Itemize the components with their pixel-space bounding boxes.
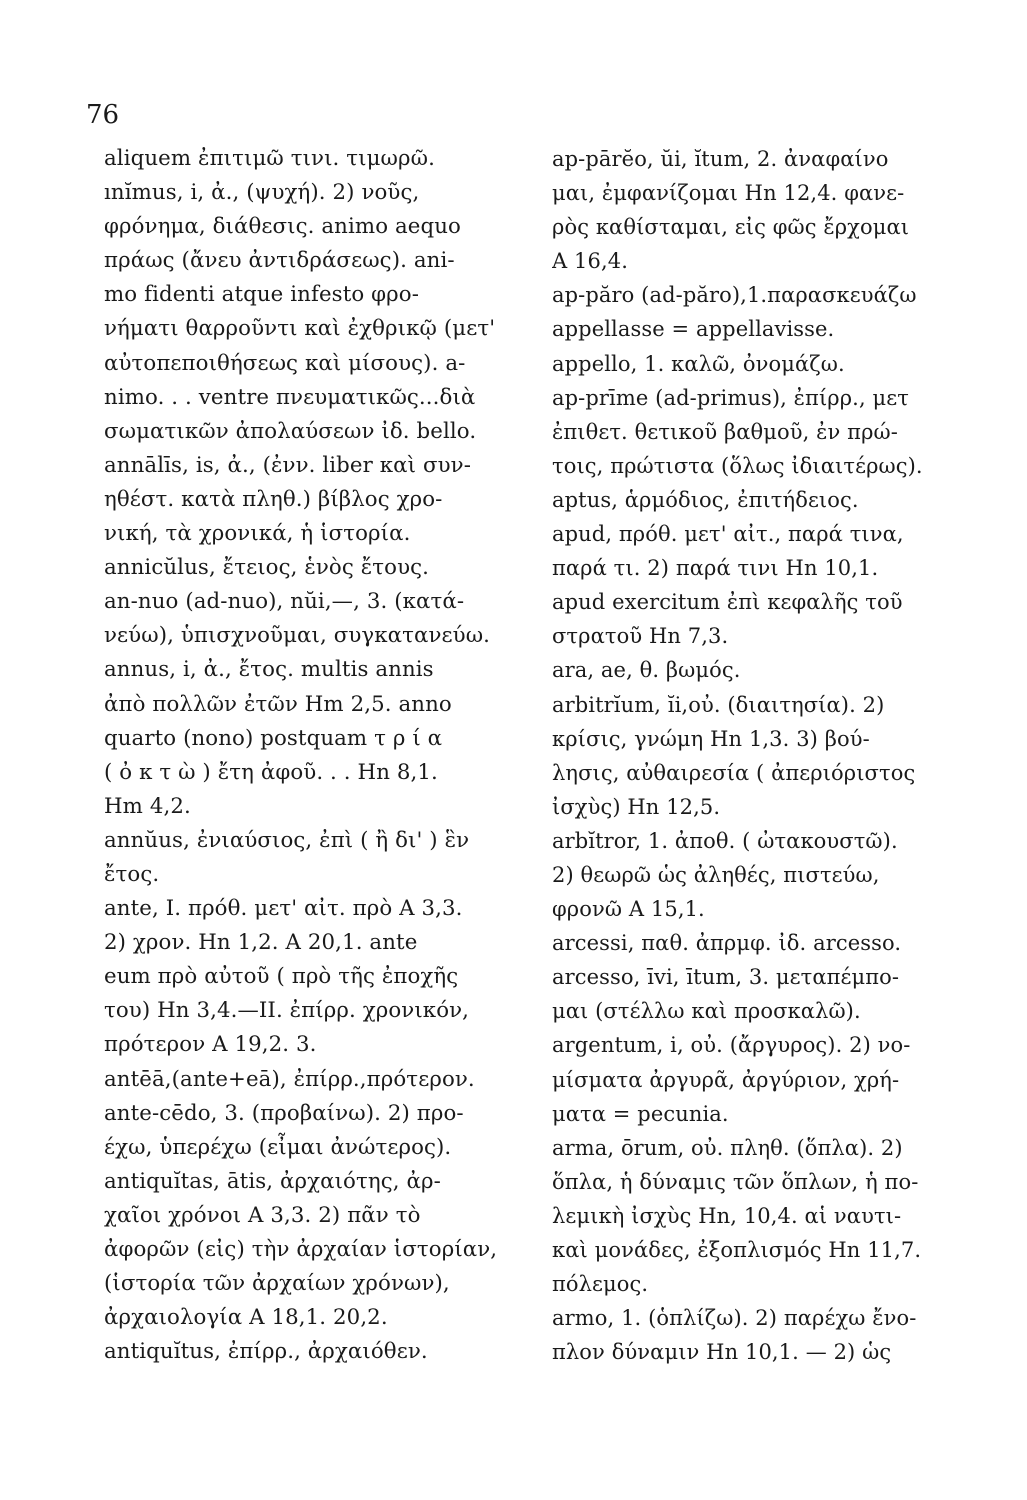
- dictionary-line: ante-cēdo, 3. (προβαίνω). 2) προ-: [104, 1100, 464, 1126]
- dictionary-line: 2) θεωρῶ ὡς ἀληθές, πιστεύω,: [552, 862, 880, 887]
- dictionary-line: λησις, αὐθαιρεσία ( ἀπεριόριστος: [552, 760, 916, 785]
- dictionary-line: ματα = pecunia.: [552, 1101, 729, 1126]
- dictionary-line: nimo. . . ventre πνευματικῶς...διὰ: [104, 384, 476, 410]
- dictionary-line: aptus, ἁρμόδιος, ἐπιτήδειος.: [552, 487, 859, 512]
- dictionary-line: antiquĭtus, ἐπίρρ., ἀρχαιόθεν.: [104, 1339, 428, 1365]
- dictionary-line: annālīs, is, ἀ., (ἐνν. liber καὶ συν-: [104, 452, 472, 478]
- dictionary-line: apud exercitum ἐπὶ κεφαλῆς τοῦ: [552, 590, 903, 615]
- dictionary-line: ap-păro (ad-păro),1.παρασκευάζω: [552, 283, 917, 308]
- dictionary-line: μίσματα ἀργυρᾶ, ἀργύριον, χρή-: [552, 1067, 900, 1092]
- dictionary-line: ante, I. πρόθ. μετ' αἰτ. πρὸ A 3,3.: [104, 896, 463, 922]
- dictionary-line: νική, τὰ χρονικά, ἡ ἱστορία.: [104, 521, 411, 547]
- dictionary-line: annicŭlus, ἔτειος, ἑνὸς ἔτους.: [104, 555, 430, 581]
- dictionary-line: arbĭtror, 1. ἀποθ. ( ὠτακουστῶ).: [552, 828, 898, 853]
- dictionary-line: ἐπιθετ. θετικοῦ βαθμοῦ, ἐν πρώ-: [552, 419, 898, 444]
- dictionary-line: πόλεμος.: [552, 1272, 649, 1297]
- right-column: [552, 142, 1002, 1369]
- dictionary-line: ἰσχὺς) Hn 12,5.: [552, 794, 721, 819]
- dictionary-line: παρά τι. 2) παρά τινι Hn 10,1.: [552, 556, 879, 581]
- dictionary-line: argentum, i, οὐ. (ἄργυρος). 2) νο-: [552, 1033, 911, 1058]
- dictionary-line: annus, i, ἀ., ἔτος. multis annis: [104, 657, 434, 683]
- dictionary-line: ρὸς καθίσταμαι, εἰς φῶς ἔρχομαι: [552, 215, 910, 240]
- dictionary-line: apud, πρόθ. μετ' αἰτ., παρά τινα,: [552, 522, 904, 547]
- dictionary-line: ὅπλα, ἡ δύναμις τῶν ὅπλων, ἡ πο-: [552, 1169, 919, 1194]
- dictionary-line: antiquĭtas, ātis, ἀρχαιότης, ἀρ-: [104, 1168, 441, 1194]
- dictionary-line: ( ὀ κ τ ὼ ) ἔτη ἀφοῦ. . . Hn 8,1.: [104, 759, 438, 785]
- dictionary-line: φρόνημα, διάθεσις. animo aequo: [104, 214, 461, 240]
- dictionary-line: arcesso, īvi, ītum, 3. μεταπέμπο-: [552, 965, 900, 990]
- dictionary-line: ınĭmus, i, ἀ., (ψυχή). 2) νοῦς,: [104, 180, 420, 206]
- dictionary-line: ap-prīme (ad-primus), ἐπίρρ., μετ: [552, 385, 909, 410]
- dictionary-line: στρατοῦ Hn 7,3.: [552, 624, 729, 649]
- dictionary-line: λεμικὴ ἰσχὺς Hn, 10,4. αἱ ναυτι-: [552, 1203, 902, 1228]
- dictionary-line: armo, 1. (ὁπλίζω). 2) παρέχω ἔνο-: [552, 1306, 917, 1331]
- dictionary-line: arma, ōrum, οὐ. πληθ. (ὅπλα). 2): [552, 1135, 903, 1160]
- dictionary-line: A 16,4.: [552, 249, 628, 274]
- dictionary-line: ηθέστ. κατὰ πληθ.) βίβλος χρο-: [104, 486, 443, 512]
- dictionary-line: έχω, ὑπερέχω (εἶμαι ἀνώτερος).: [104, 1134, 452, 1160]
- dictionary-line: an-nuo (ad-nuo), nŭi,—, 3. (κατά-: [104, 589, 465, 615]
- dictionary-line: σωματικῶν ἀπολαύσεων ἰδ. bello.: [104, 418, 477, 444]
- page-number: 76: [86, 100, 120, 130]
- dictionary-line: 2) χρον. Hn 1,2. A 20,1. ante: [104, 930, 418, 956]
- left-column: [104, 142, 536, 1369]
- dictionary-line: eum πρὸ αὐτοῦ ( πρὸ τῆς ἐποχῆς: [104, 964, 459, 990]
- dictionary-line: ἀπὸ πολλῶν ἐτῶν Hm 2,5. anno: [104, 691, 452, 717]
- dictionary-line: quarto (nono) postquam τ ρ ί α: [104, 725, 443, 751]
- dictionary-line: (ἱστορία τῶν ἀρχαίων χρόνων),: [104, 1271, 450, 1297]
- dictionary-line: νεύω), ὑπισχνοῦμαι, συγκατανεύω.: [104, 623, 491, 649]
- dictionary-line: αὐτοπεποιθήσεως καὶ μίσους). a-: [104, 350, 466, 376]
- dictionary-line: μαι (στέλλω καὶ προσκαλῶ).: [552, 999, 861, 1024]
- dictionary-line: νήματι θαρροῦντι καὶ ἐχθρικῷ (μετ': [104, 316, 496, 342]
- dictionary-line: πλον δύναμιν Hn 10,1. — 2) ὡς: [552, 1340, 892, 1365]
- dictionary-line: annŭus, ἐνιαύσιος, ἐπὶ ( ἢ δι' ) ἓν: [104, 827, 470, 853]
- dictionary-line: arcessi, παθ. ἀπρμφ. ἰδ. arcesso.: [552, 931, 902, 956]
- dictionary-line: χαῖοι χρόνοι A 3,3. 2) πᾶν τὸ: [104, 1202, 421, 1228]
- dictionary-line: Hm 4,2.: [104, 793, 191, 819]
- dictionary-line: του) Hn 3,4.—II. ἐπίρρ. χρονικόν,: [104, 998, 470, 1024]
- dictionary-line: antēā,(ante+eā), ἐπίρρ.,πρότερον.: [104, 1066, 475, 1092]
- dictionary-line: ἀρχαιολογία A 18,1. 20,2.: [104, 1305, 388, 1331]
- dictionary-line: πράως (ἄνευ ἀντιδράσεως). ani-: [104, 248, 455, 274]
- dictionary-line: ἀφορῶν (εἰς) τὴν ἀρχαίαν ἱστορίαν,: [104, 1237, 498, 1262]
- dictionary-line: τοις, πρώτιστα (ὅλως ἰδιαιτέρως).: [552, 453, 923, 478]
- dictionary-line: πρότερον A 19,2. 3.: [104, 1032, 317, 1058]
- dictionary-line: φρονῶ A 15,1.: [552, 897, 705, 922]
- dictionary-line: κρίσις, γνώμη Hn 1,3. 3) βού-: [552, 726, 870, 751]
- dictionary-line: aliquem ἐπιτιμῶ τινι. τιμωρῶ.: [104, 146, 435, 171]
- dictionary-line: mo fidenti atque infesto φρο-: [104, 282, 419, 308]
- dictionary-line: arbitrĭum, ĭi,οὐ. (διαιτησία). 2): [552, 692, 885, 717]
- dictionary-line: ap-pārĕo, ŭi, ĭtum, 2. ἀναφαίνο: [552, 147, 889, 171]
- dictionary-line: ἔτος.: [104, 861, 160, 887]
- dictionary-line: appello, 1. καλῶ, ὀνομάζω.: [552, 351, 845, 376]
- dictionary-line: καὶ μονάδες, ἐξοπλισμός Hn 11,7.: [552, 1238, 922, 1262]
- dictionary-line: appellasse = appellavisse.: [552, 317, 835, 342]
- dictionary-line: ara, ae, θ. βωμός.: [552, 658, 741, 683]
- dictionary-line: μαι, ἐμφανίζομαι Hn 12,4. φανε-: [552, 181, 905, 206]
